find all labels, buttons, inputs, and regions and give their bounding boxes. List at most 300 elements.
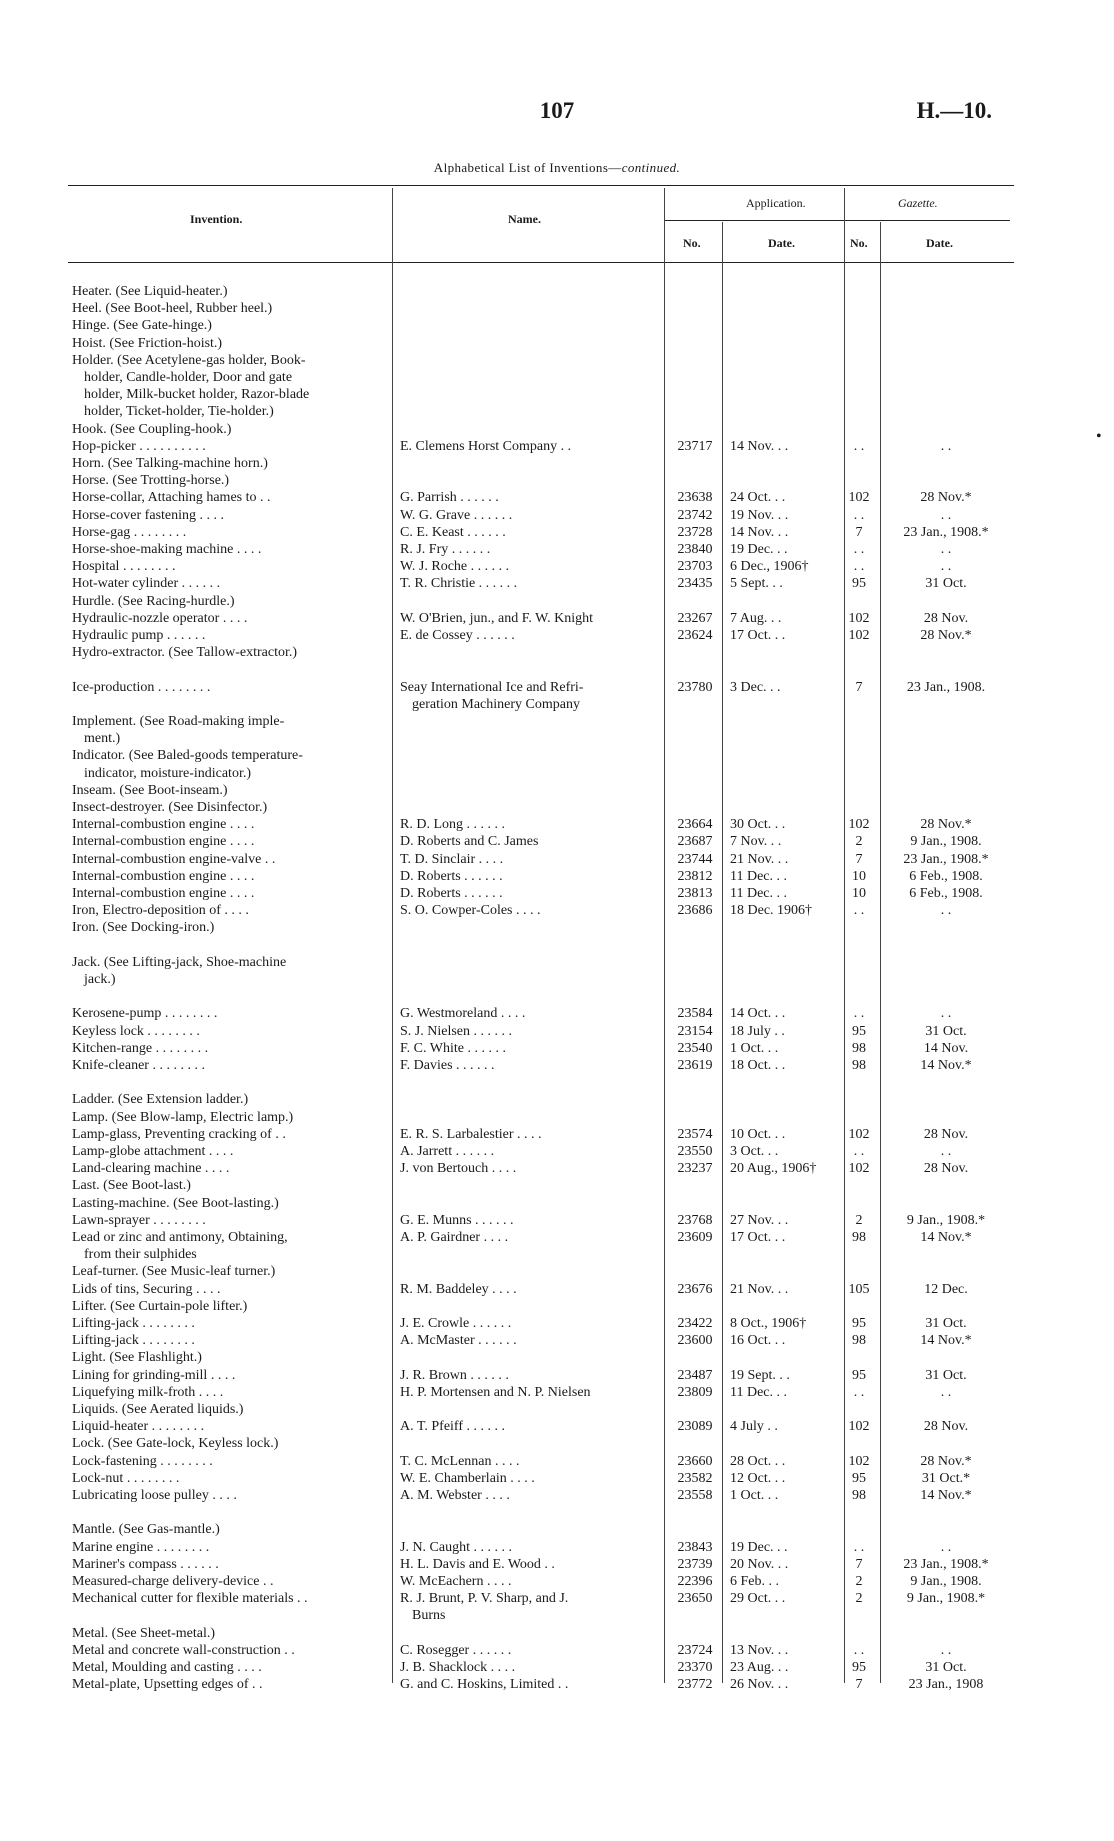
invention-cell: Ice-production . . . . . . . . bbox=[72, 679, 211, 695]
table-row bbox=[0, 1160, 1114, 1177]
table-row bbox=[0, 1367, 1114, 1384]
invention-cell: jack.) bbox=[84, 972, 116, 987]
invention-cell: Iron, Electro-deposition of . . . . bbox=[72, 903, 249, 919]
margin-mark: • bbox=[1096, 428, 1102, 445]
name-cell: D. Roberts . . . . . . bbox=[400, 886, 503, 901]
name-cell: D. Roberts and C. James bbox=[400, 834, 539, 850]
caption-continued: continued. bbox=[621, 160, 681, 175]
name-cell: D. Roberts . . . . . . bbox=[400, 868, 503, 884]
gazette-date-cell: 23 Jan., 1908 bbox=[908, 1677, 984, 1693]
gazette-date-cell: . . bbox=[940, 1006, 952, 1022]
table-row bbox=[0, 661, 1114, 678]
table-row bbox=[0, 1074, 1114, 1091]
table-row bbox=[0, 954, 1114, 971]
table-row bbox=[0, 369, 1114, 386]
header-invention: Invention. bbox=[190, 212, 243, 226]
header-application: Application. bbox=[746, 196, 806, 210]
invention-cell: Light. (See Flashlight.) bbox=[72, 1350, 202, 1366]
gazette-no-cell: 2 bbox=[855, 1574, 863, 1589]
application-no-cell: 22396 bbox=[677, 1574, 713, 1589]
header-gazette-no: No. bbox=[850, 236, 868, 250]
table-row bbox=[0, 1521, 1114, 1538]
table-row bbox=[0, 558, 1114, 575]
gazette-no-cell: 2 bbox=[855, 834, 863, 850]
name-cell: G. Westmoreland . . . . bbox=[400, 1006, 526, 1022]
gazette-date-cell: 14 Nov.* bbox=[920, 1333, 972, 1349]
application-no-cell: 23267 bbox=[677, 610, 713, 626]
gazette-no-cell: 98 bbox=[852, 1040, 866, 1056]
table-row bbox=[0, 438, 1114, 455]
gazette-date-cell: 28 Nov.* bbox=[920, 490, 972, 506]
gazette-no-cell: 10 bbox=[852, 868, 866, 884]
application-no-cell: 23724 bbox=[677, 1642, 713, 1658]
application-date-cell: 6 Feb. . . bbox=[730, 1574, 779, 1589]
table-row bbox=[0, 1195, 1114, 1212]
name-cell: W. E. Chamberlain . . . . bbox=[400, 1470, 535, 1486]
gazette-no-cell: 7 bbox=[855, 524, 863, 540]
application-date-cell: 19 Sept. . . bbox=[730, 1367, 790, 1383]
gazette-no-cell: . . bbox=[853, 1642, 865, 1658]
application-no-cell: 23728 bbox=[677, 524, 713, 540]
invention-cell: holder, Milk-bucket holder, Razor-blade bbox=[84, 387, 310, 403]
table-row bbox=[0, 317, 1114, 334]
application-date-cell: 24 Oct. . . bbox=[730, 490, 786, 506]
invention-cell: Lawn-sprayer . . . . . . . . bbox=[72, 1212, 206, 1228]
gazette-date-cell: . . bbox=[940, 1384, 952, 1400]
table-row bbox=[0, 679, 1114, 696]
application-no-cell: 23370 bbox=[677, 1660, 713, 1675]
invention-cell: Horse. (See Trotting-horse.) bbox=[72, 473, 230, 489]
name-cell: W. J. Roche . . . . . . bbox=[400, 559, 510, 575]
invention-cell: Hospital . . . . . . . . bbox=[72, 559, 176, 575]
invention-cell: Mariner's compass . . . . . . bbox=[72, 1556, 219, 1572]
application-date-cell: 13 Nov. . . bbox=[730, 1642, 789, 1658]
application-no-cell: 23584 bbox=[677, 1006, 713, 1022]
table-row bbox=[0, 1504, 1114, 1521]
table-row bbox=[0, 1040, 1114, 1057]
application-date-cell: 29 Oct. . . bbox=[730, 1591, 786, 1607]
application-date-cell: 20 Nov. . . bbox=[730, 1556, 789, 1572]
table-row bbox=[0, 1349, 1114, 1366]
gazette-no-cell: 2 bbox=[855, 1212, 863, 1228]
invention-cell: Metal and concrete wall-construction . . bbox=[72, 1642, 295, 1658]
application-date-cell: 7 Nov. . . bbox=[730, 834, 782, 850]
table-row bbox=[0, 1143, 1114, 1160]
gazette-no-cell: 105 bbox=[848, 1281, 870, 1297]
table-row bbox=[0, 489, 1114, 506]
table-row bbox=[0, 1005, 1114, 1022]
name-cell: S. J. Nielsen . . . . . . bbox=[400, 1023, 512, 1039]
name-cell: F. C. White . . . . . . bbox=[400, 1040, 506, 1056]
invention-cell: Iron. (See Docking-iron.) bbox=[72, 920, 215, 936]
application-date-cell: 1 Oct. . . bbox=[730, 1488, 779, 1503]
gazette-no-cell: . . bbox=[853, 507, 865, 523]
application-date-cell: 26 Nov. . . bbox=[730, 1677, 789, 1693]
invention-cell: Horse-shoe-making machine . . . . bbox=[72, 542, 262, 557]
table-row bbox=[0, 1177, 1114, 1194]
gazette-no-cell: 102 bbox=[848, 1126, 870, 1142]
invention-cell: Implement. (See Road-making imple- bbox=[72, 714, 285, 729]
invention-cell: Lifting-jack . . . . . . . . bbox=[72, 1333, 195, 1349]
gazette-no-cell: 95 bbox=[852, 1367, 866, 1383]
gazette-date-cell: 9 Jan., 1908. bbox=[910, 1574, 982, 1589]
application-no-cell: 23435 bbox=[677, 576, 713, 592]
gazette-no-cell: 98 bbox=[852, 1230, 866, 1245]
gazette-date-cell: 31 Oct. bbox=[925, 1023, 967, 1039]
header-gazette: Gazette. bbox=[898, 196, 938, 210]
invention-cell: Mechanical cutter for flexible materials . . bbox=[72, 1591, 308, 1607]
header-gazette-date: Date. bbox=[926, 236, 953, 250]
invention-cell: indicator, moisture-indicator.) bbox=[84, 765, 252, 781]
table-row bbox=[0, 644, 1114, 661]
invention-cell: Internal-combustion engine . . . . bbox=[72, 886, 255, 901]
invention-cell: Lasting-machine. (See Boot-lasting.) bbox=[72, 1195, 279, 1211]
gazette-date-cell: . . bbox=[940, 507, 952, 523]
name-cell: R. M. Baddeley . . . . bbox=[400, 1281, 517, 1297]
gazette-date-cell: . . bbox=[940, 559, 952, 575]
name-cell: J. von Bertouch . . . . bbox=[400, 1161, 517, 1177]
table-row bbox=[0, 1435, 1114, 1452]
gazette-no-cell: 95 bbox=[852, 1316, 866, 1331]
application-no-cell: 23843 bbox=[677, 1539, 713, 1555]
application-no-cell: 23717 bbox=[677, 438, 713, 454]
gazette-no-cell: 2 bbox=[855, 1591, 863, 1607]
gazette-date-cell: 12 Dec. bbox=[924, 1281, 968, 1297]
invention-cell: Liquid-heater . . . . . . . . bbox=[72, 1419, 205, 1435]
application-no-cell: 23154 bbox=[677, 1023, 713, 1039]
invention-cell: Lock-nut . . . . . . . . bbox=[72, 1470, 180, 1486]
application-date-cell: 30 Oct. . . bbox=[730, 817, 786, 833]
invention-cell: Lock-fastening . . . . . . . . bbox=[72, 1453, 213, 1469]
application-no-cell: 23780 bbox=[677, 679, 713, 695]
invention-cell: Lifting-jack . . . . . . . . bbox=[72, 1316, 195, 1331]
application-no-cell: 23638 bbox=[677, 490, 713, 506]
name-cell: A. M. Webster . . . . bbox=[400, 1488, 510, 1503]
gazette-date-cell: 28 Nov. bbox=[923, 1161, 969, 1177]
invention-cell: Horse-gag . . . . . . . . bbox=[72, 524, 187, 540]
application-no-cell: 23813 bbox=[677, 886, 713, 901]
application-date-cell: 27 Nov. . . bbox=[730, 1212, 789, 1228]
page-number: 107 bbox=[539, 98, 575, 123]
gazette-no-cell: 98 bbox=[852, 1058, 866, 1073]
table-row bbox=[0, 1539, 1114, 1556]
invention-cell: Hop-picker . . . . . . . . . . bbox=[72, 438, 206, 454]
application-date-cell: 11 Dec. . . bbox=[730, 886, 788, 901]
table-row bbox=[0, 1229, 1114, 1246]
table-row bbox=[0, 868, 1114, 885]
invention-cell: Kerosene-pump . . . . . . . . bbox=[72, 1006, 218, 1022]
gazette-no-cell: 102 bbox=[848, 1419, 870, 1435]
table-row bbox=[0, 1263, 1114, 1280]
application-no-cell: 23540 bbox=[677, 1040, 713, 1056]
gazette-date-cell: 9 Jan., 1908.* bbox=[906, 1591, 986, 1607]
table-row bbox=[0, 1573, 1114, 1590]
gazette-date-cell: 28 Nov. bbox=[923, 1126, 969, 1142]
application-date-cell: 20 Aug., 1906† bbox=[730, 1161, 817, 1177]
gazette-no-cell: 7 bbox=[855, 679, 863, 695]
table-row bbox=[0, 455, 1114, 472]
table-row bbox=[0, 833, 1114, 850]
invention-cell: Hinge. (See Gate-hinge.) bbox=[72, 318, 212, 334]
name-cell: F. Davies . . . . . . bbox=[400, 1058, 495, 1073]
invention-cell: Internal-combustion engine . . . . bbox=[72, 834, 255, 850]
table-row bbox=[0, 696, 1114, 713]
table-row bbox=[0, 593, 1114, 610]
invention-cell: ment.) bbox=[84, 731, 121, 747]
application-no-cell: 23768 bbox=[677, 1212, 713, 1228]
gazette-date-cell: 28 Nov. bbox=[923, 610, 969, 626]
table-row bbox=[0, 902, 1114, 919]
invention-cell: Indicator. (See Baled-goods temperature- bbox=[72, 748, 303, 764]
gazette-date-cell: 28 Nov.* bbox=[920, 1453, 972, 1469]
invention-cell: Hook. (See Coupling-hook.) bbox=[72, 421, 232, 437]
gazette-date-cell: . . bbox=[940, 1144, 952, 1159]
header-app-date: Date. bbox=[768, 236, 795, 250]
table-row bbox=[0, 1315, 1114, 1332]
invention-cell: Hydraulic-nozzle operator . . . . bbox=[72, 610, 248, 626]
invention-cell: Lids of tins, Securing . . . . bbox=[72, 1281, 221, 1297]
invention-cell: Lamp-globe attachment . . . . bbox=[72, 1144, 234, 1159]
gazette-no-cell: 10 bbox=[852, 886, 866, 901]
application-date-cell: 3 Dec. . . bbox=[730, 679, 781, 695]
table-row bbox=[0, 1453, 1114, 1470]
document-reference: H.—10. bbox=[916, 98, 992, 123]
name-cell: A. P. Gairdner . . . . bbox=[400, 1230, 509, 1245]
application-no-cell: 23772 bbox=[677, 1677, 713, 1693]
invention-cell: Horn. (See Talking-machine horn.) bbox=[72, 456, 268, 471]
invention-cell: Keyless lock . . . . . . . . bbox=[72, 1023, 200, 1039]
invention-cell: Hydro-extractor. (See Tallow-extractor.) bbox=[72, 645, 298, 661]
name-cell: T. D. Sinclair . . . . bbox=[400, 851, 504, 867]
application-no-cell: 23809 bbox=[677, 1384, 713, 1400]
table-row bbox=[0, 919, 1114, 936]
invention-cell: Lubricating loose pulley . . . . bbox=[72, 1488, 237, 1503]
table-row bbox=[0, 1642, 1114, 1659]
application-no-cell: 23742 bbox=[677, 507, 713, 523]
gazette-no-cell: 102 bbox=[848, 1161, 870, 1177]
table-row bbox=[0, 816, 1114, 833]
invention-cell: Horse-cover fastening . . . . bbox=[72, 507, 225, 523]
invention-cell: Last. (See Boot-last.) bbox=[72, 1178, 191, 1194]
name-cell: A. T. Pfeiff . . . . . . bbox=[400, 1419, 505, 1435]
gazette-no-cell: 7 bbox=[855, 1677, 863, 1693]
name-cell: A. Jarrett . . . . . . bbox=[400, 1144, 495, 1159]
gazette-date-cell: 23 Jan., 1908. bbox=[906, 679, 986, 695]
table-row bbox=[0, 765, 1114, 782]
invention-cell: Horse-collar, Attaching hames to . . bbox=[72, 490, 271, 506]
name-cell: J. E. Crowle . . . . . . bbox=[400, 1316, 512, 1331]
gazette-date-cell: . . bbox=[940, 438, 952, 454]
table-row bbox=[0, 1607, 1114, 1624]
gazette-date-cell: . . bbox=[940, 1642, 952, 1658]
gazette-date-cell: . . bbox=[940, 542, 952, 557]
name-cell: J. B. Shacklock . . . . bbox=[400, 1660, 516, 1675]
gazette-date-cell: 14 Nov.* bbox=[920, 1230, 972, 1245]
table-row bbox=[0, 1556, 1114, 1573]
table-row bbox=[0, 782, 1114, 799]
table-row bbox=[0, 1109, 1114, 1126]
name-cell: geration Machinery Company bbox=[412, 696, 580, 712]
invention-cell: Lamp. (See Blow-lamp, Electric lamp.) bbox=[72, 1109, 294, 1125]
table-row bbox=[0, 799, 1114, 816]
invention-cell: holder, Candle-holder, Door and gate bbox=[84, 370, 293, 385]
name-cell: R. J. Fry . . . . . . bbox=[400, 542, 491, 557]
invention-cell: holder, Ticket-holder, Tie-holder.) bbox=[84, 404, 274, 420]
table-row bbox=[0, 541, 1114, 558]
application-no-cell: 23812 bbox=[677, 868, 713, 884]
table-row bbox=[0, 1057, 1114, 1074]
table-row bbox=[0, 851, 1114, 868]
table-row bbox=[0, 1212, 1114, 1229]
invention-cell: Measured-charge delivery-device . . bbox=[72, 1574, 274, 1589]
gazette-date-cell: 14 Nov.* bbox=[920, 1058, 972, 1073]
gazette-no-cell: 95 bbox=[852, 1470, 866, 1486]
invention-cell: Hot-water cylinder . . . . . . bbox=[72, 576, 221, 592]
gazette-no-cell: . . bbox=[853, 438, 865, 454]
application-date-cell: 21 Nov. . . bbox=[730, 1281, 789, 1297]
invention-cell: from their sulphides bbox=[84, 1247, 197, 1263]
application-no-cell: 23744 bbox=[677, 851, 713, 867]
invention-cell: Lifter. (See Curtain-pole lifter.) bbox=[72, 1298, 248, 1314]
gazette-no-cell: 95 bbox=[852, 1023, 866, 1039]
application-date-cell: 14 Oct. . . bbox=[730, 1006, 786, 1022]
name-cell: J. R. Brown . . . . . . bbox=[400, 1367, 509, 1383]
name-cell: H. L. Davis and E. Wood . . bbox=[400, 1556, 555, 1572]
name-cell: G. Parrish . . . . . . bbox=[400, 490, 499, 506]
name-cell: W. O'Brien, jun., and F. W. Knight bbox=[400, 610, 593, 626]
invention-cell: Lamp-glass, Preventing cracking of . . bbox=[72, 1126, 286, 1142]
gazette-date-cell: 31 Oct. bbox=[925, 576, 967, 592]
gazette-no-cell: 7 bbox=[855, 851, 863, 867]
gazette-no-cell: 102 bbox=[848, 1453, 870, 1469]
name-cell: H. P. Mortensen and N. P. Nielsen bbox=[400, 1384, 591, 1400]
invention-cell: Marine engine . . . . . . . . bbox=[72, 1539, 210, 1555]
gazette-date-cell: 31 Oct. bbox=[925, 1367, 967, 1383]
application-date-cell: 14 Nov. . . bbox=[730, 524, 789, 540]
application-date-cell: 5 Sept. . . bbox=[730, 576, 783, 592]
invention-cell: Inseam. (See Boot-inseam.) bbox=[72, 782, 228, 798]
application-date-cell: 17 Oct. . . bbox=[730, 1230, 786, 1245]
name-cell: E. de Cossey . . . . . . bbox=[400, 628, 515, 643]
name-cell: E. Clemens Horst Company . . bbox=[400, 438, 572, 454]
application-no-cell: 23558 bbox=[677, 1488, 713, 1503]
gazette-no-cell: 102 bbox=[848, 817, 870, 833]
invention-cell: Ladder. (See Extension ladder.) bbox=[72, 1092, 249, 1108]
gazette-no-cell: . . bbox=[853, 542, 865, 557]
gazette-no-cell: . . bbox=[853, 559, 865, 575]
table-row bbox=[0, 747, 1114, 764]
application-date-cell: 1 Oct. . . bbox=[730, 1040, 779, 1056]
table-row bbox=[0, 386, 1114, 403]
application-date-cell: 14 Nov. . . bbox=[730, 438, 789, 454]
application-no-cell: 23487 bbox=[677, 1367, 713, 1383]
application-date-cell: 12 Oct. . . bbox=[730, 1470, 786, 1486]
name-cell: C. Rosegger . . . . . . bbox=[400, 1642, 512, 1658]
application-no-cell: 23624 bbox=[677, 628, 713, 643]
gazette-no-cell: 102 bbox=[848, 628, 870, 643]
gazette-date-cell: 31 Oct. bbox=[925, 1660, 967, 1675]
gazette-date-cell: 14 Nov.* bbox=[920, 1488, 972, 1503]
invention-cell: Hydraulic pump . . . . . . bbox=[72, 628, 206, 643]
name-cell: W. G. Grave . . . . . . bbox=[400, 507, 513, 523]
name-cell: T. C. McLennan . . . . bbox=[400, 1453, 520, 1469]
application-date-cell: 18 Dec. 1906† bbox=[730, 903, 813, 919]
application-date-cell: 6 Dec., 1906† bbox=[730, 559, 809, 575]
table-row bbox=[0, 1246, 1114, 1263]
table-row bbox=[0, 421, 1114, 438]
invention-cell: Leaf-turner. (See Music-leaf turner.) bbox=[72, 1264, 276, 1280]
gazette-no-cell: . . bbox=[853, 1006, 865, 1022]
table-row bbox=[0, 1676, 1114, 1693]
gazette-no-cell: . . bbox=[853, 1384, 865, 1400]
application-date-cell: 19 Nov. . . bbox=[730, 507, 789, 523]
application-date-cell: 17 Oct. . . bbox=[730, 628, 786, 643]
gazette-date-cell: 28 Nov. bbox=[923, 1419, 969, 1435]
name-cell: C. E. Keast . . . . . . bbox=[400, 524, 506, 540]
gazette-date-cell: 9 Jan., 1908. bbox=[910, 834, 982, 850]
invention-cell: Metal. (See Sheet-metal.) bbox=[72, 1625, 216, 1641]
invention-cell: Internal-combustion engine-valve . . bbox=[72, 851, 276, 867]
application-no-cell: 23840 bbox=[677, 542, 713, 557]
invention-cell: Kitchen-range . . . . . . . . bbox=[72, 1040, 209, 1056]
table-row bbox=[0, 1487, 1114, 1504]
application-no-cell: 23619 bbox=[677, 1058, 713, 1073]
application-date-cell: 3 Oct. . . bbox=[730, 1144, 779, 1159]
name-cell: R. D. Long . . . . . . bbox=[400, 817, 505, 833]
application-no-cell: 23609 bbox=[677, 1230, 713, 1245]
invention-cell: Insect-destroyer. (See Disinfector.) bbox=[72, 800, 268, 815]
invention-cell: Mantle. (See Gas-mantle.) bbox=[72, 1522, 220, 1538]
table-row bbox=[0, 1384, 1114, 1401]
application-date-cell: 10 Oct. . . bbox=[730, 1126, 786, 1142]
invention-cell: Metal-plate, Upsetting edges of . . bbox=[72, 1677, 263, 1693]
invention-cell: Liquids. (See Aerated liquids.) bbox=[72, 1402, 244, 1417]
application-date-cell: 7 Aug. . . bbox=[730, 610, 782, 626]
table-row bbox=[0, 1091, 1114, 1108]
gazette-date-cell: 23 Jan., 1908.* bbox=[903, 524, 989, 540]
invention-cell: Internal-combustion engine . . . . bbox=[72, 817, 255, 833]
table-row bbox=[0, 1470, 1114, 1487]
application-no-cell: 23237 bbox=[677, 1161, 713, 1177]
invention-cell: Hoist. (See Friction-hoist.) bbox=[72, 335, 223, 351]
table-row bbox=[0, 885, 1114, 902]
invention-cell: Knife-cleaner . . . . . . . . bbox=[72, 1058, 205, 1073]
invention-cell: Lining for grinding-mill . . . . bbox=[72, 1367, 236, 1383]
table-row bbox=[0, 937, 1114, 954]
name-cell: R. J. Brunt, P. V. Sharp, and J. bbox=[400, 1591, 569, 1607]
table-row bbox=[0, 283, 1114, 300]
application-date-cell: 19 Dec. . . bbox=[730, 542, 788, 557]
invention-cell: Jack. (See Lifting-jack, Shoe-machine bbox=[72, 954, 287, 970]
gazette-no-cell: 7 bbox=[855, 1556, 863, 1572]
application-no-cell: 23574 bbox=[677, 1126, 713, 1142]
name-cell: G. and C. Hoskins, Limited . . bbox=[400, 1677, 569, 1693]
table-row bbox=[0, 971, 1114, 988]
name-cell: Burns bbox=[412, 1608, 446, 1624]
table-row bbox=[0, 1126, 1114, 1143]
name-cell: S. O. Cowper-Coles . . . . bbox=[400, 903, 541, 919]
table-row bbox=[0, 507, 1114, 524]
application-no-cell: 23600 bbox=[677, 1333, 713, 1349]
gazette-date-cell: 28 Nov.* bbox=[920, 817, 972, 833]
gazette-no-cell: 98 bbox=[852, 1333, 866, 1349]
application-date-cell: 16 Oct. . . bbox=[730, 1333, 786, 1349]
gazette-date-cell: 14 Nov. bbox=[923, 1040, 969, 1056]
gazette-date-cell: 23 Jan., 1908.* bbox=[903, 851, 989, 867]
application-no-cell: 23687 bbox=[677, 834, 713, 850]
application-no-cell: 23089 bbox=[677, 1419, 713, 1435]
table-row bbox=[0, 1659, 1114, 1676]
